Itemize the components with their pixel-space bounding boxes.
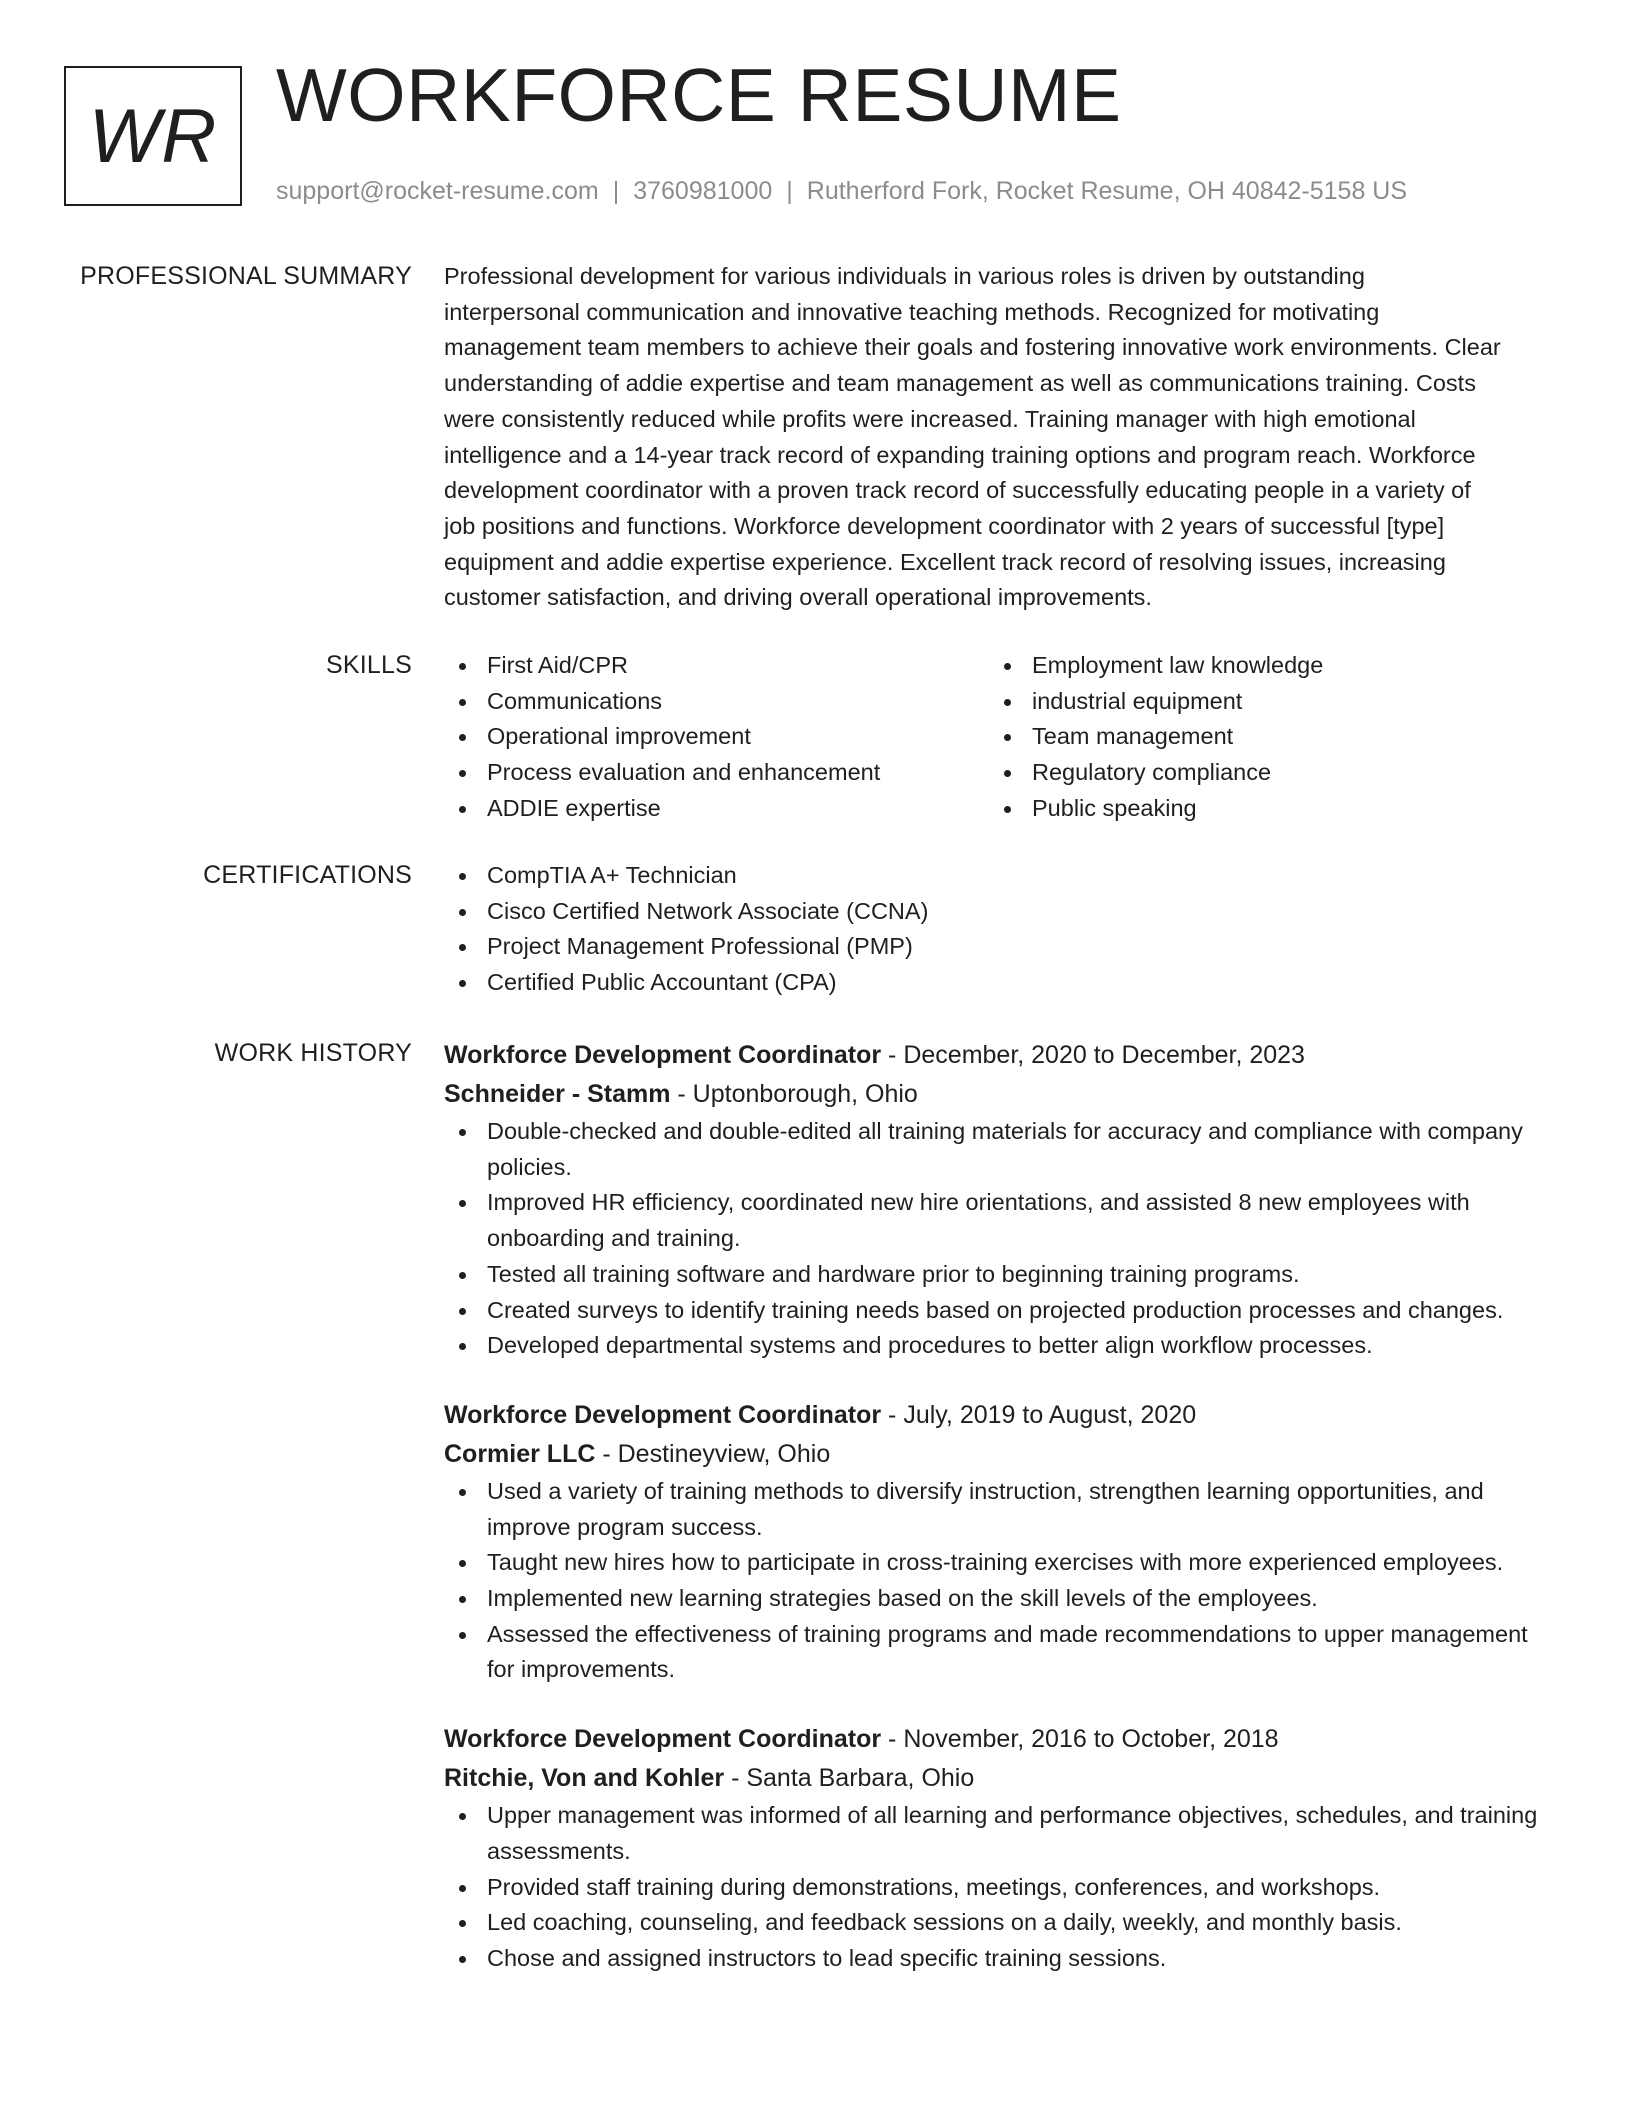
job-entry (444, 1720, 1556, 1977)
section-label-work-history: WORK HISTORY (214, 1039, 412, 1067)
skill-item: Team management (989, 719, 1534, 755)
certifications-list (444, 858, 1556, 1001)
summary-text (444, 259, 1556, 616)
job-title: Workforce Development Coordinator (444, 1400, 882, 1429)
certification-item: Project Management Professional (PMP) (444, 929, 1556, 965)
job-location: - Destineyview, Ohio (595, 1439, 831, 1468)
summary-line: intelligence and a 14-year track record of expanding training options and program reach. Workforce (444, 441, 1476, 468)
job-dates: - July, 2019 to August, 2020 (881, 1400, 1197, 1429)
job-title: Workforce Development Coordinator (444, 1725, 882, 1754)
job-bullet: Assessed the effectiveness of training programs and made recommendations to upper management for improvements. (444, 1617, 1556, 1688)
job-title-line (444, 1720, 1556, 1759)
job-bullet: Chose and assigned instructors to lead specific training sessions. (444, 1941, 1556, 1977)
skill-item: Employment law knowledge (989, 648, 1534, 684)
summary-line: development coordinator with a proven track record of successfully educating people in a variety of (444, 477, 1471, 504)
skill-item: ADDIE expertise (444, 791, 989, 827)
resume-name: WORKFORCE RESUME (276, 53, 1122, 137)
job-bullet: Improved HR efficiency, coordinated new hire orientations, and assisted 8 new employees with onboarding and training. (444, 1185, 1556, 1256)
job-bullet: Upper management was informed of all learning and performance objectives, schedules, and training assessments. (444, 1798, 1556, 1869)
job-company: Ritchie, Von and Kohler (444, 1764, 725, 1793)
certification-item: Cisco Certified Network Associate (CCNA) (444, 894, 1556, 930)
job-bullet: Led coaching, counseling, and feedback sessions on a daily, weekly, and monthly basis. (444, 1905, 1556, 1941)
summary-line: Professional development for various individuals in various roles is driven by outstanding (444, 263, 1365, 289)
monogram-logo: WR (64, 66, 242, 206)
skill-item: Regulatory compliance (989, 755, 1534, 791)
contact-address: Rutherford Fork, Rocket Resume, OH 40842-5158 US (806, 177, 1408, 205)
job-dates: - December, 2020 to December, 2023 (881, 1041, 1305, 1069)
contact-line (276, 176, 1407, 206)
job-company-line (444, 1435, 1556, 1474)
summary-line: job positions and functions. Workforce development coordinator with 2 years of successful [type] (444, 512, 1445, 539)
job-dates: - November, 2016 to October, 2018 (881, 1725, 1279, 1754)
job-title-line (444, 1036, 1556, 1075)
contact-separator: | (786, 177, 793, 205)
certifications-body (444, 858, 1556, 1001)
summary-line: interpersonal communication and innovative teaching methods. Recognized for motivating (444, 298, 1380, 325)
job-bullet: Implemented new learning strategies based on the skill levels of the employees. (444, 1581, 1556, 1617)
job-company: Cormier LLC (444, 1439, 596, 1468)
skill-item: Communications (444, 684, 989, 720)
job-entry (444, 1036, 1556, 1364)
job-entry (444, 1396, 1556, 1688)
summary-line: management team members to achieve their goals and fostering innovative work environments. Clear (444, 334, 1501, 361)
job-location: - Santa Barbara, Ohio (724, 1764, 975, 1793)
skill-item: Operational improvement (444, 719, 989, 755)
job-title: Workforce Development Coordinator (444, 1041, 882, 1069)
job-company-line (444, 1075, 1556, 1114)
job-bullet-list (444, 1474, 1556, 1688)
job-bullet: Tested all training software and hardware prior to beginning training programs. (444, 1257, 1556, 1293)
certification-item: Certified Public Accountant (CPA) (444, 965, 1556, 1001)
job-bullet: Taught new hires how to participate in cross-training exercises with more experienced employees. (444, 1545, 1556, 1581)
section-label-skills: SKILLS (326, 651, 412, 679)
contact-email: support@rocket-resume.com (276, 177, 599, 205)
section-label-certifications: CERTIFICATIONS (203, 861, 412, 889)
job-company-line (444, 1759, 1556, 1798)
job-bullet: Provided staff training during demonstrations, meetings, conferences, and workshops. (444, 1870, 1556, 1906)
job-location: - Uptonborough, Ohio (670, 1080, 918, 1108)
skill-item: First Aid/CPR (444, 648, 989, 684)
skill-item: Process evaluation and enhancement (444, 755, 989, 791)
skills-list (444, 648, 1556, 827)
job-title-line (444, 1396, 1556, 1435)
job-bullet: Double-checked and double-edited all training materials for accuracy and compliance with company policies. (444, 1114, 1556, 1185)
summary-line: understanding of addie expertise and team management as well as communications training. Costs (444, 370, 1476, 397)
certification-item: CompTIA A+ Technician (444, 858, 1556, 894)
work-history-body (444, 1036, 1556, 2009)
section-label-summary: PROFESSIONAL SUMMARY (80, 262, 412, 290)
job-bullet-list (444, 1114, 1556, 1364)
summary-line: equipment and addie expertise experience. Excellent track record of resolving issues, increasing (444, 548, 1446, 575)
contact-separator: | (612, 177, 620, 205)
contact-phone: 3760981000 (633, 177, 773, 205)
job-bullet: Developed departmental systems and procedures to better align workflow processes. (444, 1328, 1556, 1364)
skill-item: Public speaking (989, 791, 1534, 827)
skills-column-right (989, 648, 1534, 827)
job-company: Schneider - Stamm (444, 1080, 671, 1108)
skill-item: industrial equipment (989, 684, 1534, 720)
summary-line: were consistently reduced while profits were increased. Training manager with high emotional (444, 405, 1416, 432)
job-bullet: Created surveys to identify training needs based on projected production processes and changes. (444, 1293, 1556, 1329)
job-bullet: Used a variety of training methods to diversify instruction, strengthen learning opportunities, and improve program success. (444, 1474, 1556, 1545)
skills-column-left (444, 648, 989, 827)
summary-line: customer satisfaction, and driving overall operational improvements. (444, 584, 1152, 611)
job-bullet-list (444, 1798, 1556, 1977)
